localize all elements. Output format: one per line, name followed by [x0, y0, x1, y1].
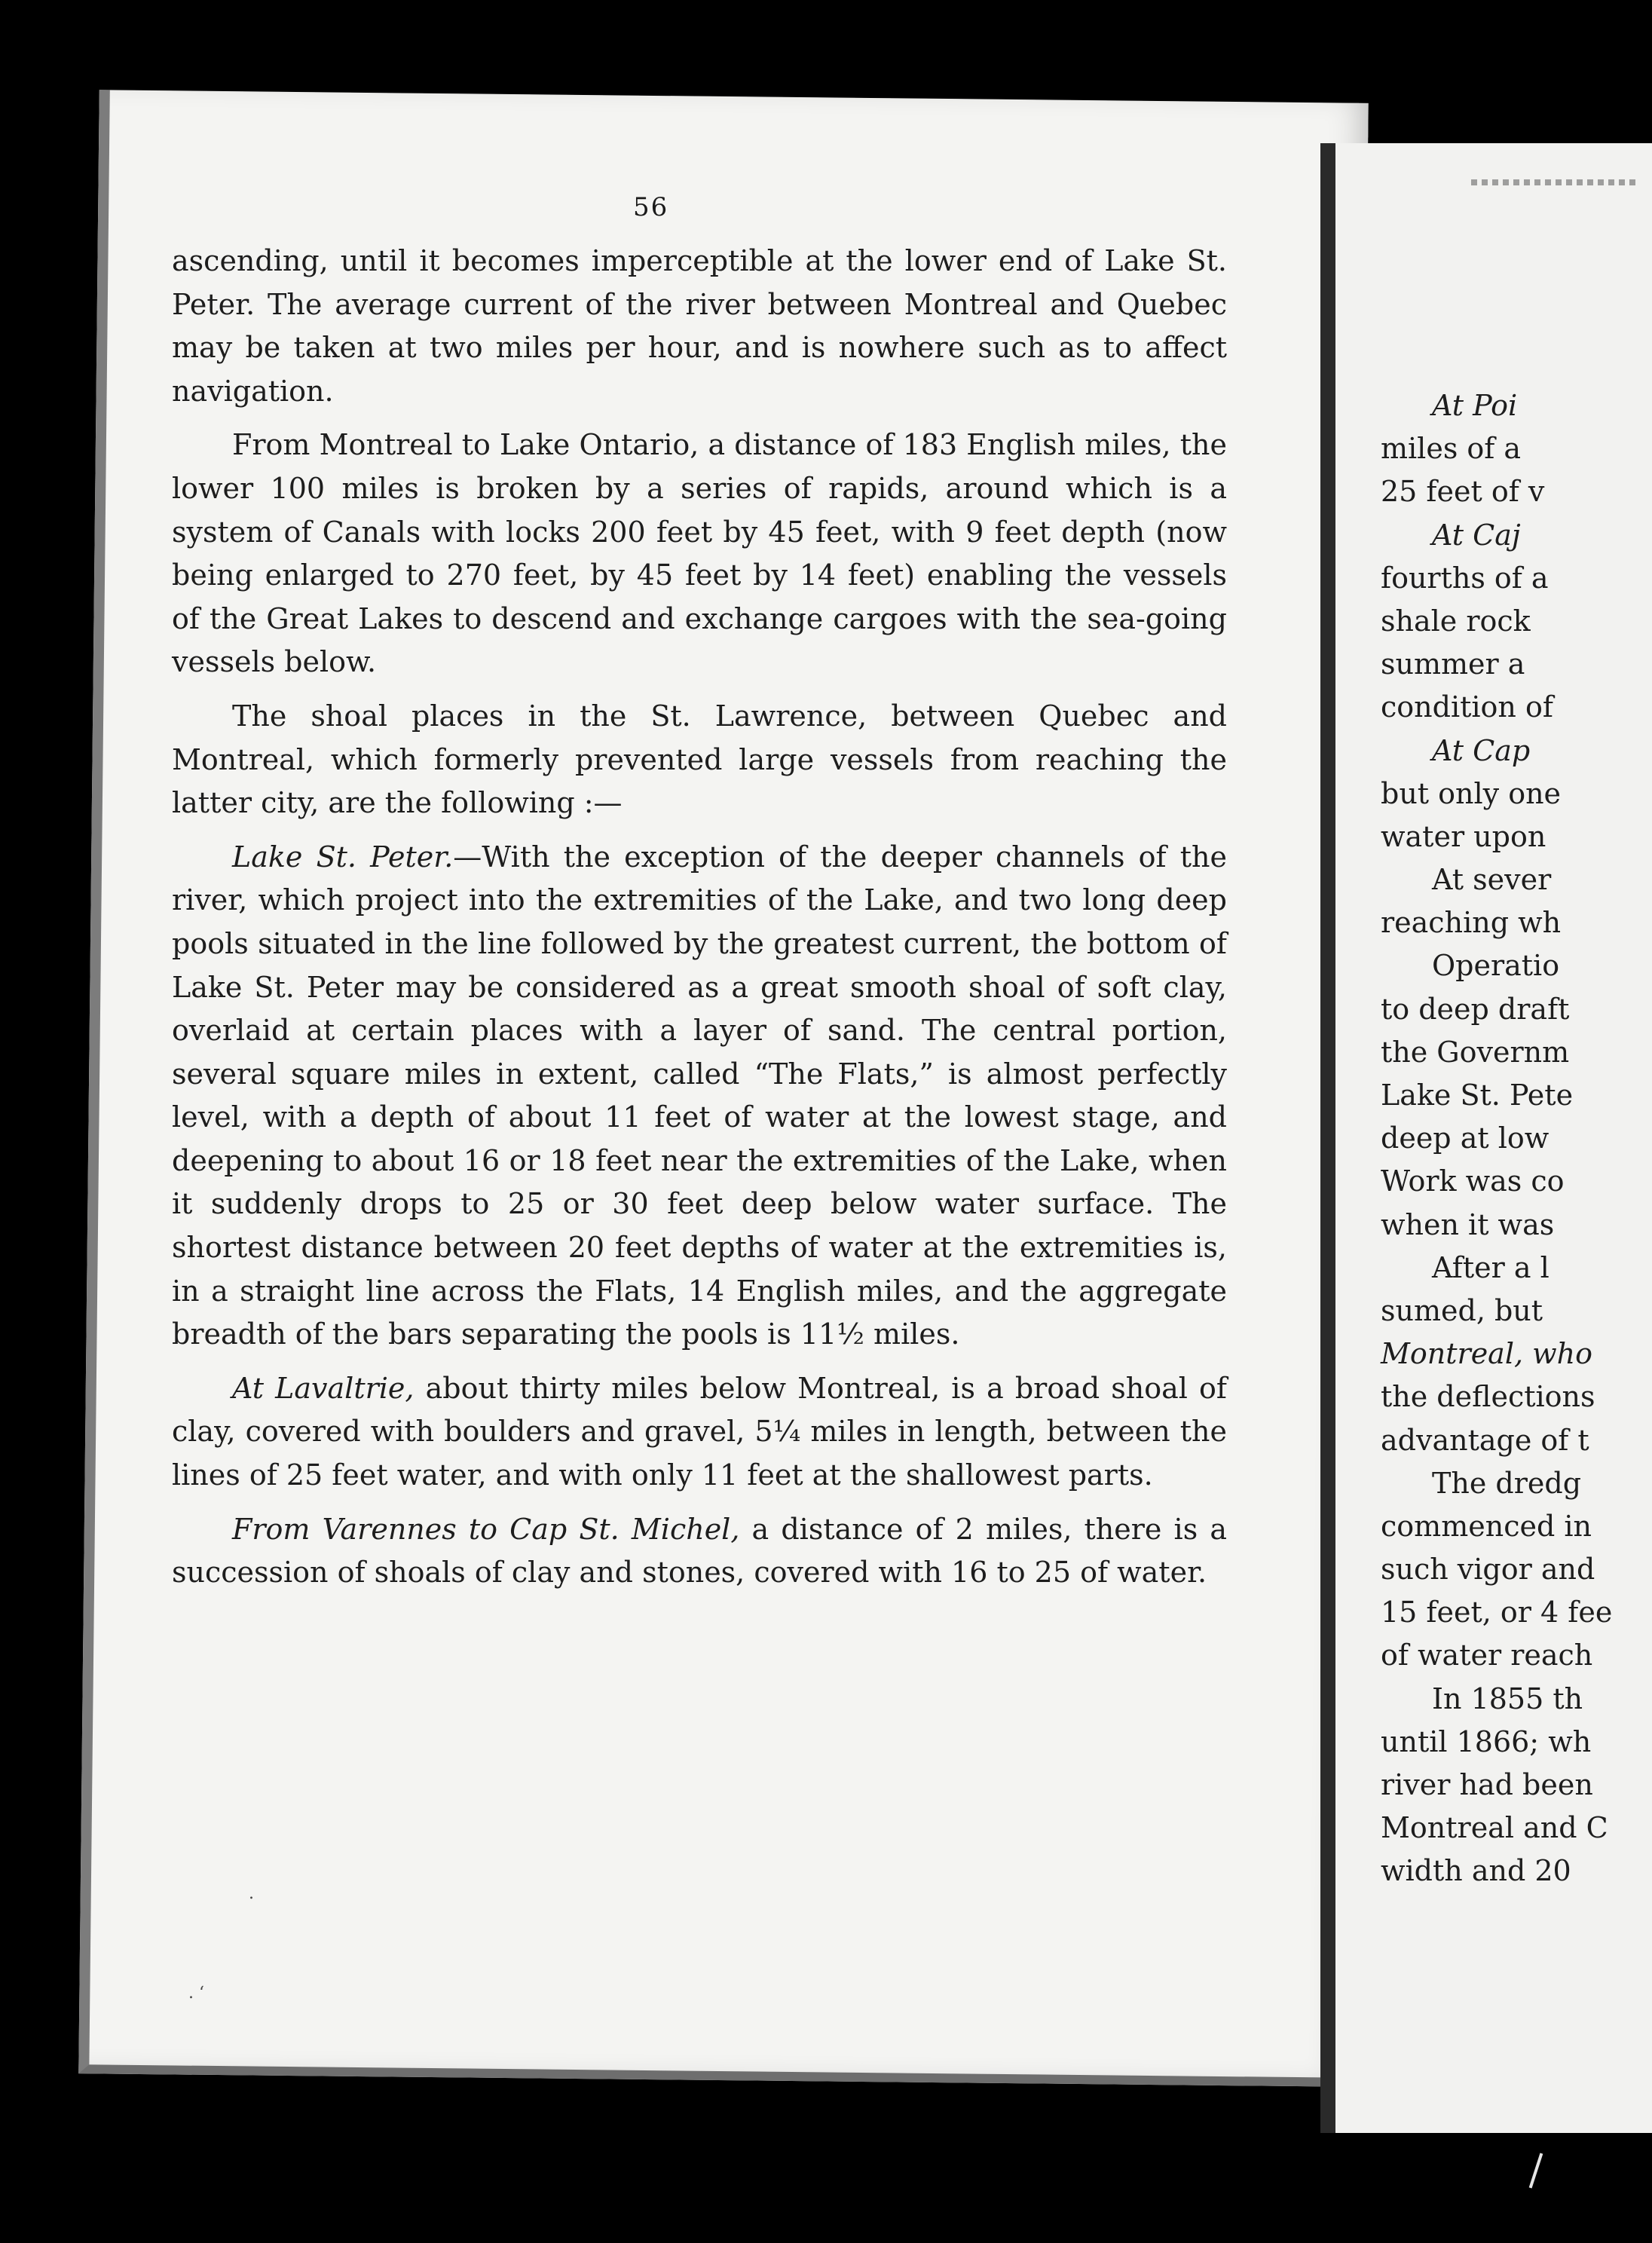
- paragraph: The shoal places in the St. Lawrence, between Quebec and Montreal, which formerly prevented large vessels from reaching the latter city, are the following :—: [172, 699, 1227, 820]
- right-page-text: [1381, 384, 1652, 1893]
- right-page-line: advantage of t: [1381, 1423, 1589, 1457]
- right-page-line: shale rock: [1381, 604, 1531, 638]
- header-smudge: [1471, 179, 1637, 185]
- right-page-line: summer a: [1381, 647, 1525, 681]
- right-page: [1320, 143, 1652, 2133]
- right-page-line: the deflections: [1381, 1380, 1595, 1414]
- slash-mark: [1529, 2153, 1543, 2189]
- stray-mark: . ‘: [188, 1984, 204, 2003]
- right-page-line: until 1866; wh: [1381, 1724, 1592, 1758]
- paragraph: Lake St. Peter.—With the exception of the deeper channels of the river, which project into the extremities of the Lake, and two long deep pools situated in the line followed by the greatest current, the bottom of Lake St. Peter may be considered as a great smooth shoal of soft clay, overlaid at certain places with a layer of sand. The central portion, several square miles in extent, called “The Flats,” is almost perfectly level, with a depth of about 11 feet of water at the lowest stage, and deepening to about 16 or 18 feet near the extremities of the Lake, when it suddenly drops to 25 or 30 feet deep below water surface. The shortest distance between 20 feet depths of water at the extremities is, in a straight line across the Flats, 14 English miles, and the aggregate breadth of the bars separating the pools is 11½ miles.: [172, 840, 1228, 1351]
- page-number: 56: [633, 192, 669, 222]
- right-page-line: At Poi: [1432, 389, 1518, 422]
- right-page-line: width and 20: [1381, 1854, 1571, 1888]
- right-page-line: but only one: [1381, 776, 1562, 810]
- right-page-line: river had been: [1381, 1768, 1593, 1801]
- right-page-line: At sever: [1432, 863, 1552, 897]
- paragraph: From Varennes to Cap St. Michel, a distance of 2 miles, there is a succession of shoals of clay and stones, covered with 16 to 25 of water.: [172, 1512, 1227, 1590]
- right-page-line: to deep draft: [1381, 992, 1570, 1026]
- right-page-line: such vigor and: [1381, 1553, 1595, 1587]
- paragraph: At Lavaltrie, about thirty miles below Montreal, is a broad shoal of clay, covered with boulders and gravel, 5¼ miles in length, between the lines of 25 feet water, and with only 11 feet at the shallowest parts.: [172, 1371, 1227, 1492]
- paragraph: ascending, until it becomes imperceptible at the lower end of Lake St. Peter. The average current of the river between Montreal and Quebec may be taken at two miles per hour, and is nowhere such as to affect navigation.: [172, 244, 1227, 408]
- right-page-line: The dredg: [1432, 1466, 1582, 1500]
- right-page-line: At Cap: [1432, 733, 1531, 767]
- stray-mark: .: [249, 1884, 254, 1903]
- right-page-line: reaching wh: [1381, 906, 1562, 940]
- right-page-line: sumed, but: [1381, 1293, 1543, 1327]
- right-page-line: of water reach: [1381, 1639, 1593, 1672]
- right-page-line: 15 feet, or 4 fee: [1381, 1596, 1613, 1629]
- right-page-line: Lake St. Pete: [1381, 1079, 1574, 1112]
- right-page-line: 25 feet of v: [1381, 475, 1545, 509]
- right-page-line: condition of: [1381, 690, 1553, 724]
- right-page-line: Montreal and C: [1381, 1811, 1608, 1845]
- paragraph-lead: At Lavaltrie,: [232, 1371, 415, 1405]
- right-page-line: fourths of a: [1381, 561, 1549, 595]
- paragraph: From Montreal to Lake Ontario, a distance of 183 English miles, the lower 100 miles is broken by a series of rapids, around which is a system of Canals with locks 200 feet by 45 feet, with 9 feet depth (now being enlarged to 270 feet, by 45 feet by 14 feet) enabling the vessels of the Great Lakes to descend and exchange cargoes with the sea-going vessels below.: [172, 428, 1227, 679]
- right-page-line: At Caj: [1432, 518, 1521, 552]
- right-page-line: Montreal, who: [1381, 1337, 1593, 1371]
- right-page-line: water upon: [1381, 819, 1546, 853]
- paragraph-lead: From Varennes to Cap St. Michel,: [232, 1512, 740, 1546]
- right-page-line: deep at low: [1381, 1122, 1550, 1155]
- right-page-line: Operatio: [1432, 949, 1560, 983]
- right-page-line: After a l: [1432, 1250, 1550, 1284]
- right-page-line: when it was: [1381, 1207, 1555, 1241]
- left-page-text: [172, 240, 1227, 1605]
- right-page-line: commenced in: [1381, 1509, 1592, 1543]
- right-page-line: In 1855 th: [1432, 1681, 1583, 1715]
- right-page-line: miles of a: [1381, 432, 1522, 466]
- paragraph-lead: Lake St. Peter.: [232, 840, 454, 874]
- right-page-line: Work was co: [1381, 1164, 1565, 1198]
- right-page-line: the Governm: [1381, 1035, 1570, 1069]
